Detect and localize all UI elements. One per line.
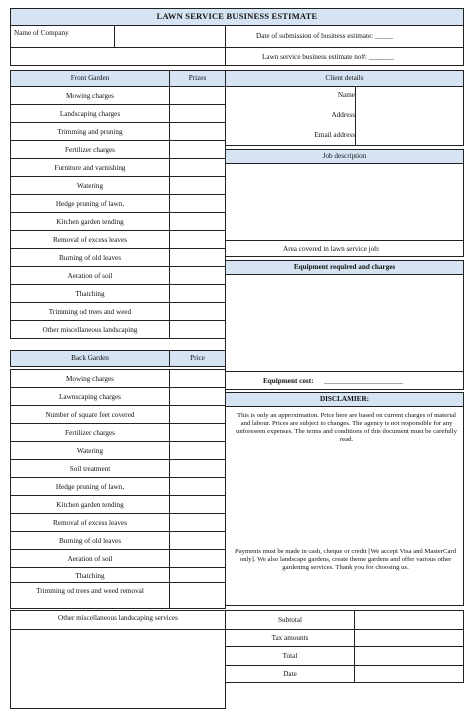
back-item-label: Hedge pruning of lawn, [55,483,125,491]
front-row-13 [10,302,170,321]
front-item-label: Fertilizer charges [65,146,115,154]
back-item-label: Thatching [75,572,105,580]
back-price-heading: Price [190,354,205,362]
back-row-8 [10,495,170,514]
total-input[interactable] [354,646,464,666]
back-price-7[interactable] [169,477,226,496]
client-address-label: Address [331,111,355,119]
subtotal-input[interactable] [354,610,464,630]
back-price-9[interactable] [169,513,226,532]
header-blank-cell [10,47,226,66]
back-item-label: Number of square feet covered [45,411,135,419]
title-bar [10,8,464,26]
payment-text: Payments must be made in cash, cheque or credit [We accept Visa and MasterCard only]. We also landscape gardens, create theme gardens and offer various other gardening services. Thank you for choosing us. [234,548,457,571]
equipment-input[interactable] [225,274,464,372]
back-row-1 [10,369,170,388]
disclaimer-header [225,392,464,407]
front-item-label: Other miscellaneous landscaping [42,326,138,334]
front-price-11[interactable] [169,266,226,285]
front-price-8[interactable] [169,212,226,231]
back-price-11[interactable] [169,549,226,568]
front-row-3 [10,122,170,141]
back-item-label: Removal of excess leaves [52,519,128,527]
back-row-3 [10,405,170,424]
back-price-12[interactable] [169,567,226,583]
front-item-label: Furniture and varnishing [54,164,126,172]
front-row-11 [10,266,170,285]
total-label-cell [225,646,355,666]
back-row-4 [10,423,170,442]
estimate-no-cell[interactable] [225,47,464,66]
front-price-6[interactable] [169,176,226,195]
back-garden-header [10,350,170,367]
back-price-1[interactable] [169,369,226,388]
estimate-no-label: Lawn service business estimate no#: _______ [262,53,394,61]
front-price-10[interactable] [169,248,226,267]
back-row-10 [10,531,170,550]
client-address-input[interactable] [356,106,464,126]
front-item-label: Kitchen garden tending [56,218,124,226]
company-label: Name of Company [14,29,69,37]
form-title: LAWN SERVICE BUSINESS ESTIMATE [156,11,318,21]
back-row-2 [10,387,170,406]
client-name-label: Name [337,91,355,99]
submission-date-label: Date of submission of business estimate: _____ [256,32,393,40]
client-details-header [225,70,464,87]
client-details-fields [225,86,464,146]
front-row-7 [10,194,170,213]
front-item-label: Landscaping charges [59,110,121,118]
front-price-5[interactable] [169,158,226,177]
back-price-3[interactable] [169,405,226,424]
job-description-header [225,149,464,164]
front-garden-header [10,70,170,87]
front-item-label: Thatching [75,290,105,298]
front-item-label: Trimming and pruning [57,128,123,136]
prizes-header [169,70,226,87]
front-row-14 [10,320,170,339]
client-name-input[interactable] [356,86,464,106]
footer-misc-cell [10,610,226,630]
front-price-4[interactable] [169,140,226,159]
back-item-label: Fertilizer charges [65,429,115,437]
submission-date-cell[interactable] [225,25,464,48]
front-price-9[interactable] [169,230,226,249]
front-row-6 [10,176,170,195]
back-item-label: Aeration of soil [67,555,113,563]
tax-label-cell [225,629,355,647]
company-input[interactable] [114,25,226,48]
front-price-1[interactable] [169,86,226,105]
front-price-12[interactable] [169,284,226,303]
back-item-label: Kitchen garden tending [56,501,124,509]
back-price-4[interactable] [169,423,226,442]
front-garden-heading: Front Garden [70,74,110,82]
front-price-7[interactable] [169,194,226,213]
disclaimer-text: This is only an approximation. Price here are based on current charges of material and labour. Prices are subject to changes. The agency is not responsible for any unforeseen expenses. The terms and conditions of this document must be carefully read. [236,412,457,443]
date-label: Date [283,670,297,678]
back-row-6 [10,459,170,478]
equipment-heading: Equipment required and charges [293,263,396,271]
back-item-label: Burning of old leaves [58,537,122,545]
back-row-13 [10,582,170,609]
back-price-13[interactable] [169,582,226,609]
date-label-cell [225,665,355,683]
front-row-1 [10,86,170,105]
front-item-label: Hedge pruning of lawn, [55,200,125,208]
front-row-5 [10,158,170,177]
client-address-cell [225,106,355,126]
back-price-2[interactable] [169,387,226,406]
equipment-header [225,260,464,275]
area-covered-label: Area covered in lawn service job: [283,245,380,253]
client-details-heading: Client details [325,74,364,82]
job-description-input[interactable] [225,163,464,241]
back-price-8[interactable] [169,495,226,514]
front-item-label: Mowing charges [66,92,114,100]
back-row-7 [10,477,170,496]
equipment-cost-cell[interactable] [225,371,464,390]
footer-misc-input[interactable] [10,629,226,709]
back-price-10[interactable] [169,531,226,550]
back-price-6[interactable] [169,459,226,478]
area-covered-cell[interactable] [225,240,464,257]
front-row-9 [10,230,170,249]
front-row-8 [10,212,170,231]
front-row-4 [10,140,170,159]
estimate-form [10,8,464,710]
back-item-label: Soil treatment [69,465,111,473]
front-item-label: Trimming od trees and weed [48,308,132,316]
equipment-cost-label: Equipment cost: [263,377,314,385]
client-email-label: Email address [314,131,355,139]
client-name-cell [225,86,355,106]
back-item-label: Watering [76,447,104,455]
footer-misc-label: Other miscellaneous landscaping services [58,614,178,622]
front-price-2[interactable] [169,104,226,123]
subtotal-label: Subtotal [278,616,302,624]
front-item-label: Removal of excess leaves [52,236,128,244]
front-price-14[interactable] [169,320,226,339]
tax-input[interactable] [354,629,464,647]
total-label: Total [282,652,298,660]
back-price-5[interactable] [169,441,226,460]
back-row-5 [10,441,170,460]
client-email-cell [225,126,355,146]
equipment-cost-blank: ______________________ [324,377,404,385]
front-price-13[interactable] [169,302,226,321]
back-row-9 [10,513,170,532]
back-item-label: Trimming od trees and weed removal [36,587,144,595]
disclaimer-box [225,406,464,606]
front-item-label: Watering [76,182,104,190]
tax-label: Tax amounts [271,634,309,642]
front-item-label: Aeration of soil [67,272,113,280]
front-row-10 [10,248,170,267]
disclaimer-heading: DISCLAMIER: [319,395,370,403]
job-description-heading: Job description [322,152,367,160]
front-price-3[interactable] [169,122,226,141]
back-row-11 [10,549,170,568]
client-email-input[interactable] [356,126,464,146]
back-item-label: Mowing charges [66,375,114,383]
subtotal-label-cell [225,610,355,630]
prizes-heading: Prizes [188,74,207,82]
front-item-label: Burning of old leaves [58,254,122,262]
back-item-label: Lawnscaping charges [59,393,121,401]
back-price-header [169,350,226,367]
date-input[interactable] [354,665,464,683]
front-row-2 [10,104,170,123]
company-label-cell [10,25,115,48]
front-row-12 [10,284,170,303]
back-row-12 [10,567,170,583]
back-garden-heading: Back Garden [71,354,109,362]
